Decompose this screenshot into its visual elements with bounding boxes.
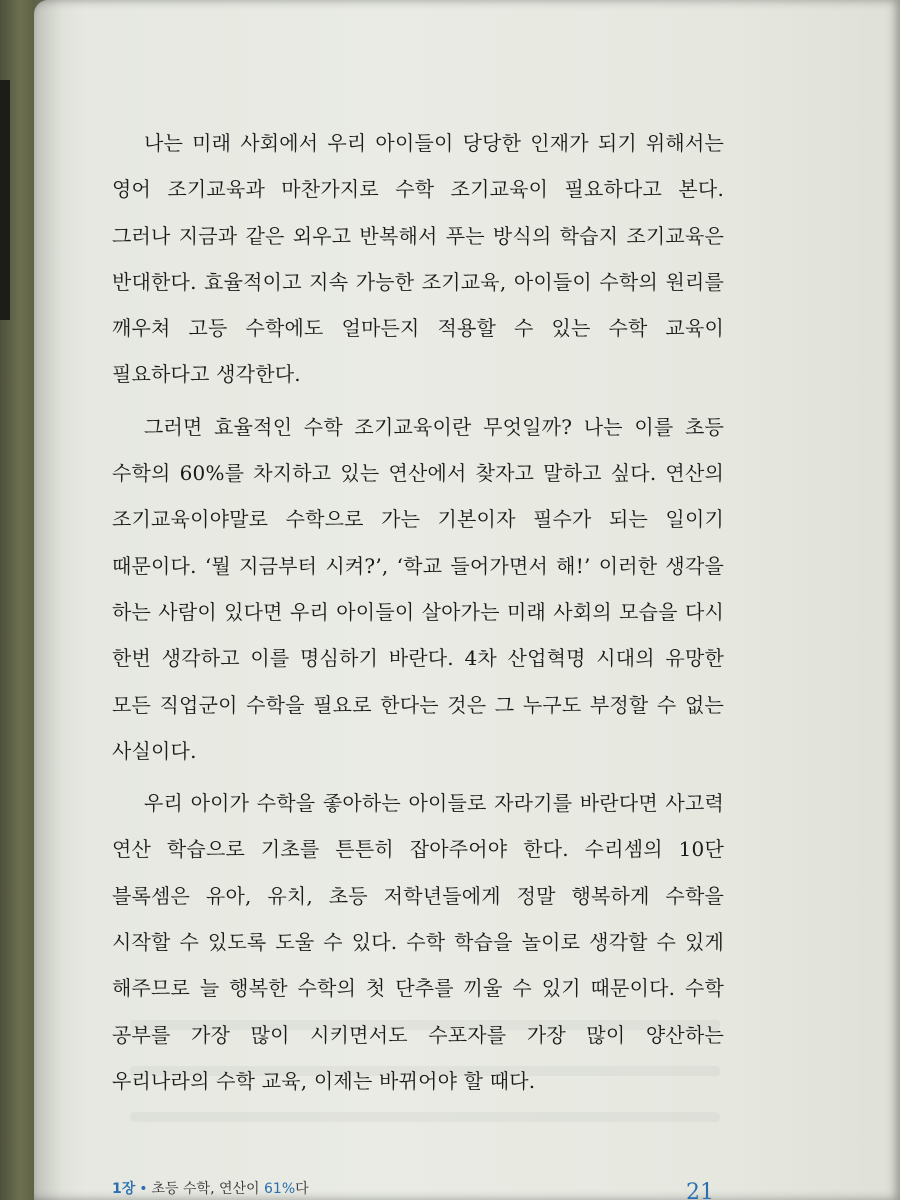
running-footer [112, 1178, 309, 1198]
chapter-title: 초등 수학, 연산이 [151, 1181, 264, 1197]
chapter-title-end: 다 [295, 1181, 309, 1197]
left-page-sliver [0, 80, 10, 320]
chapter-label: 1장 [112, 1181, 136, 1197]
page-number: 21 [686, 1180, 714, 1200]
bleed-through-line [130, 1112, 720, 1122]
paragraph-2: 그러면 효율적인 수학 조기교육이란 무엇일까? 나는 이를 초등 수학의 60%를 차지하고 있는 연산에서 찾자고 말하고 싶다. 연산의 조기교육이야말로 수학으로 가는 기본이자 필수가 되는 일이기 때문이다. ‘뭘 지금부터 시켜?’, ‘학교 들어가면서 해!’ 이러한 생각을 하는 사람이 있다면 우리 아이들이 살아가는 미래 사회의 모습을 다시 한번 생각하고 이를 명심하기 바란다. 4차 산업혁명 시대의 유망한 모든 직업군이 수학을 필요로 한다는 것은 그 누구도 부정할 수 없는 사실이다. [112, 414, 724, 763]
paragraph-3: 우리 아이가 수학을 좋아하는 아이들로 자라기를 바란다면 사고력 연산 학습으로 기초를 튼튼히 잡아주어야 한다. 수리셈의 10단 블록셈은 유아, 유치, 초등 저학년들에게 정말 행복하게 수학을 시작할 수 있도록 도울 수 있다. 수학 학습을 놀이로 생각할 수 있게 해주므로 늘 행복한 수학의 첫 단추를 끼울 수 있기 때문이다. 수학 공부를 가장 많이 시키면서도 수포자를 가장 많이 양산하는 우리나라의 수학 교육, 이제는 바뀌어야 할 때다. [112, 791, 724, 1093]
paragraph-1: 나는 미래 사회에서 우리 아이들이 당당한 인재가 되기 위해서는 영어 조기교육과 마찬가지로 수학 조기교육이 필요하다고 본다. 그러나 지금과 같은 외우고 반복해서 푸는 방식의 학습지 조기교육은 반대한다. 효율적이고 지속 가능한 조기교육, 아이들이 수학의 원리를 깨우쳐 고등 수학에도 얼마든지 적용할 수 있는 수학 교육이 필요하다고 생각한다. [112, 131, 724, 387]
left-page-edge [0, 0, 34, 1200]
body-text [112, 120, 724, 1104]
chapter-title-percent: 61% [264, 1181, 296, 1197]
footer-separator: • [139, 1181, 148, 1197]
